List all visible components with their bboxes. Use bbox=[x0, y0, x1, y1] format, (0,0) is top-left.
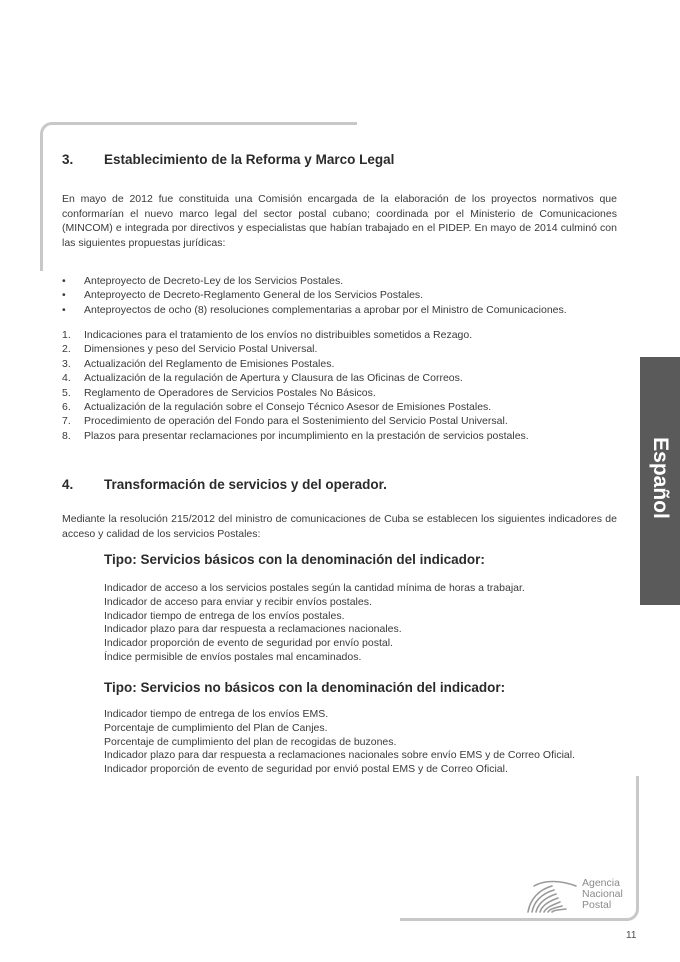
bullet-marker: • bbox=[62, 303, 66, 316]
non-basic-indicators-list bbox=[104, 708, 575, 777]
list-item: 4. Actualización de la regulación de Apertura y Clausura de las Oficinas de Correos. bbox=[62, 372, 463, 385]
non-basic-services-heading: Tipo: Servicios no básicos con la denominación del indicador: bbox=[104, 680, 506, 695]
section-3-paragraph: En mayo de 2012 fue constituida una Comisión encargada de la elaboración de los proyectos normativos que conformarían el nuevo marco legal del sector postal cubano; coordinada por el Ministerio de Comunicaciones (MINCOM) e integrada por directivos y especialistas que habían trabajado en el PIDEP. En mayo de 2014 culminó con las siguientes propuestas jurídicas: bbox=[62, 193, 617, 249]
list-item: Indicador plazo para dar respuesta a reclamaciones nacionales sobre envío EMS y de Correo Oficial. bbox=[104, 749, 575, 762]
logo-text bbox=[582, 878, 623, 911]
list-item: Porcentaje de cumplimiento del Plan de Canjes. bbox=[104, 721, 328, 734]
section-3-numbered-list bbox=[62, 328, 529, 443]
list-item: 2. Dimensiones y peso del Servicio Postal Universal. bbox=[62, 343, 318, 356]
list-item: Indicador proporción de evento de seguridad por envió postal EMS y de Correo Oficial. bbox=[104, 763, 508, 776]
list-item: Porcentaje de cumplimiento del plan de recogidas de buzones. bbox=[104, 735, 397, 748]
logo-line-1: Agencia bbox=[582, 877, 620, 889]
list-item: 8. Plazos para presentar reclamaciones por incumplimiento en la prestación de servicios postales. bbox=[62, 429, 529, 442]
bullet-marker: • bbox=[62, 275, 66, 287]
list-item: • Anteproyecto de Decreto-Ley de los Servicios Postales. bbox=[62, 275, 344, 287]
list-item: 7. Procedimiento de operación del Fondo para el Sostenimiento del Servicio Postal Universal. bbox=[62, 415, 508, 428]
bullet-marker: • bbox=[62, 289, 66, 302]
logo-line-2: Nacional bbox=[582, 888, 623, 900]
agency-logo bbox=[524, 876, 634, 916]
section-3-bullet-list bbox=[62, 274, 567, 317]
language-side-tab-label: Español bbox=[649, 437, 672, 519]
list-item: Indicador plazo para dar respuesta a reclamaciones nacionales. bbox=[104, 623, 402, 636]
list-item: 5. Reglamento de Operadores de Servicios Postales No Básicos. bbox=[62, 386, 376, 399]
basic-services-heading: Tipo: Servicios básicos con la denominación del indicador: bbox=[104, 552, 485, 567]
list-item: Indicador tiempo de entrega de los envíos postales. bbox=[104, 609, 345, 622]
list-item: Indicador tiempo de entrega de los envíos EMS. bbox=[104, 708, 329, 720]
list-item: 1. Indicaciones para el tratamiento de los envíos no distribuibles sometidos a Rezago. bbox=[62, 329, 473, 341]
list-item: • Anteproyectos de ocho (8) resoluciones complementarias a aprobar por el Ministro de Comunicaciones. bbox=[62, 303, 567, 316]
list-item: • Anteproyecto de Decreto-Reglamento General de los Servicios Postales. bbox=[62, 289, 424, 302]
section-4-title: Transformación de servicios y del operador. bbox=[104, 477, 387, 492]
list-item: 3. Actualización del Reglamento de Emisiones Postales. bbox=[62, 357, 335, 370]
section-4-paragraph: Mediante la resolución 215/2012 del ministro de comunicaciones de Cuba se establecen los siguientes indicadores de acceso y calidad de los servicios Postales: bbox=[62, 513, 617, 540]
list-item: Indicador de acceso para enviar y recibir envíos postales. bbox=[104, 595, 372, 608]
list-item: Indicador de acceso a los servicios postales según la cantidad mínima de horas a trabajar. bbox=[104, 582, 525, 594]
section-3-heading bbox=[62, 152, 394, 167]
logo-line-3: Postal bbox=[582, 899, 612, 911]
section-4-number: 4. bbox=[62, 477, 74, 492]
section-4-heading bbox=[62, 477, 387, 492]
section-3-number: 3. bbox=[62, 152, 74, 167]
postal-agency-logo-icon bbox=[524, 878, 580, 914]
list-item: Indicador proporción de evento de seguridad por envío postal. bbox=[104, 637, 393, 650]
section-3-title: Establecimiento de la Reforma y Marco Legal bbox=[104, 152, 395, 167]
list-item: Índice permisible de envíos postales mal encaminados. bbox=[104, 650, 362, 663]
list-item: 6. Actualización de la regulación sobre el Consejo Técnico Asesor de Emisiones Postales. bbox=[62, 401, 492, 414]
basic-indicators-list bbox=[104, 582, 525, 665]
page-number: 11 bbox=[626, 930, 637, 941]
